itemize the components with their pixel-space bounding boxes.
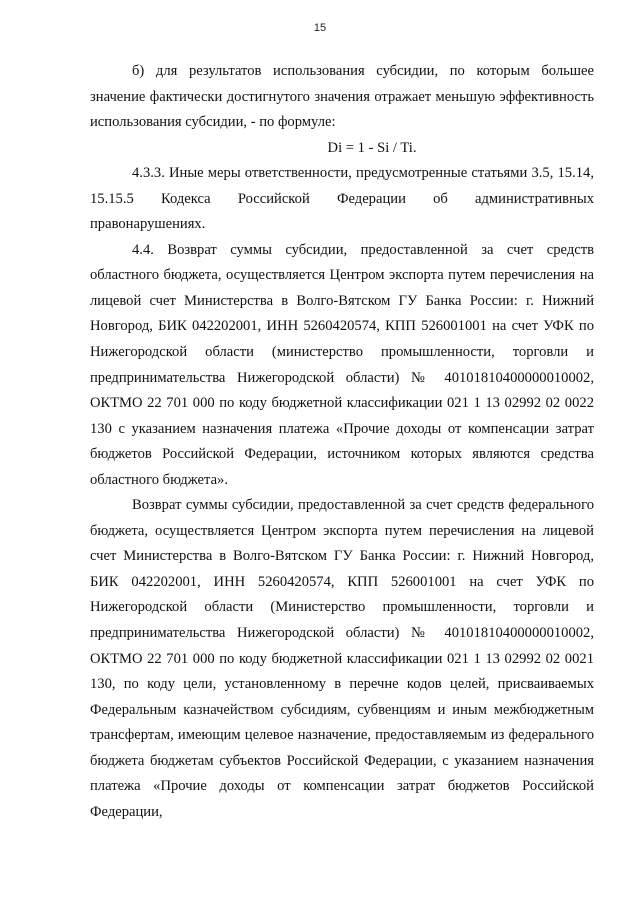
page-number: 15: [313, 22, 327, 34]
formula: Di = 1 - Si / Ti.: [327, 139, 417, 156]
paragraph-4-4: 4.4. Возврат суммы субсидии, предоставленной за счет средств областного бюджета, осуществляется Центром экспорта путем перечисления на лицевой счет Министерства в Волго-Вятском ГУ Банка России: г. Нижний Новгород, БИК 042202001, ИНН 5260420574, КПП 526001001 на счет УФК по Нижегородской области (министерство промышленности, торговли и предпринимательства Нижегородской области) № 40101810400000010002, ОКТМО 22 701 000 по коду бюджетной классификации 021 1 13 02992 02 0022 130 с указанием назначения платежа «Прочие доходы от компенсации затрат бюджетов Российской Федерации, источником которых являются средства областного бюджета».: [90, 241, 594, 488]
document-body: [90, 59, 594, 825]
paragraph-subsidy-formula-intro: б) для результатов использования субсидии, по которым большее значение фактически достигнутого значения отражает меньшую эффективность использования субсидии, - по формуле:: [90, 63, 594, 131]
paragraph-4-3-3: 4.3.3. Иные меры ответственности, предусмотренные статьями 3.5, 15.14, 15.15.5 Кодекса Российской Федерации об административных правонарушениях.: [90, 165, 594, 233]
paragraph-federal-refund: Возврат суммы субсидии, предоставленной за счет средств федерального бюджета, осуществляется Центром экспорта путем перечисления на лицевой счет Министерства в Волго-Вятском ГУ Банка России: г. Нижний Новгород, БИК 042202001, ИНН 5260420574, КПП 526001001 на счет УФК по Нижегородской области (Министерство промышленности, торговли и предпринимательства Нижегородской области) № 40101810400000010002, ОКТМО 22 701 000 по коду бюджетной классификации 021 1 13 02992 02 0021 130, по коду цели, установленному в перечне кодов целей, присваиваемых Федеральным казначейством субсидиям, субвенциям и иным межбюджетным трансфертам, имеющим целевое назначение, предоставляемым из федерального бюджета бюджетам субъектов Российской Федерации, с указанием назначения платежа «Прочие доходы от компенсации затрат бюджетов Российской Федерации,: [90, 497, 594, 820]
